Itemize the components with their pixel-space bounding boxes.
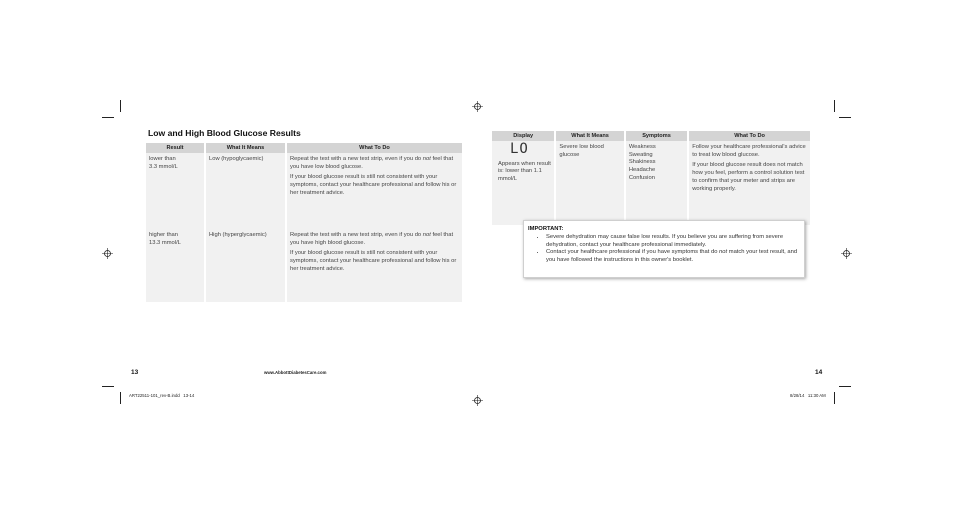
result-cell — [146, 153, 204, 229]
file-slug-date: 8/28/14 11:30 AM — [790, 393, 826, 398]
action-cell — [287, 153, 462, 229]
crop-mark — [120, 100, 121, 112]
crop-mark — [839, 386, 851, 387]
result-line: 13.3 mmol/L — [149, 239, 181, 246]
action-text: feel that you have low blood glucose. — [290, 156, 454, 170]
action-paragraph — [290, 156, 459, 171]
column-header-what-to-do: What To Do — [689, 131, 810, 141]
display-cell — [492, 141, 554, 225]
table-row — [146, 153, 462, 229]
lo-display-table — [490, 131, 812, 225]
result-line: 3.3 mmol/L — [149, 163, 178, 170]
list-item — [546, 249, 804, 265]
crop-mark — [834, 392, 835, 404]
symptoms-cell — [626, 141, 687, 225]
display-description: Appears when result is: lower than 1.1 mmol/L — [498, 160, 551, 183]
crop-mark — [839, 117, 851, 118]
result-line: higher than — [149, 232, 179, 238]
symptom-item: Weakness — [628, 144, 656, 150]
callout-text: match your test result, and you have followed the instructions in this owner's booklet. — [546, 249, 798, 264]
crop-mark — [834, 100, 835, 112]
action-paragraph: Follow your healthcare professional's advice to treat low blood glucose. — [692, 144, 806, 158]
crop-mark — [120, 392, 121, 404]
crop-mark — [102, 117, 114, 118]
symptom-item: Shakiness — [628, 159, 656, 166]
symptom-item: Sweating — [628, 151, 653, 158]
registration-mark-icon — [102, 248, 113, 259]
page-title: Low and High Blood Glucose Results — [148, 128, 301, 138]
meaning-cell: Low (hypoglycaemic) — [206, 153, 285, 229]
glucose-results-table — [144, 143, 464, 302]
emphasis-text: not — [422, 156, 431, 162]
action-cell — [287, 229, 462, 302]
symptom-item: Headache — [628, 167, 656, 174]
meaning-cell: High (hyperglycaemic) — [206, 229, 285, 302]
important-heading: IMPORTANT: — [528, 226, 564, 232]
important-callout — [523, 220, 805, 278]
action-paragraph: If your blood glucose result does not match how you feel, perform a control solution test to confirm that your meter and strips are working properly. — [692, 162, 805, 192]
list-item: • Severe dehydration may cause false low results. If you believe you are suffering from severe dehydration, contact your healthcare professional immediately. — [546, 234, 804, 250]
result-line: lower than — [149, 156, 176, 162]
result-cell — [146, 229, 204, 302]
callout-text: Contact your healthcare professional if you have symptoms that do — [546, 249, 718, 256]
column-header-symptoms: Symptoms — [626, 131, 687, 141]
action-paragraph: If your blood glucose result is still not consistent with your symptoms, contact your healthcare professional and follow his or her treatment advice. — [290, 250, 457, 272]
page-number: 13 — [131, 369, 139, 376]
registration-mark-icon — [841, 248, 852, 259]
table-row — [492, 141, 810, 225]
column-header-what-it-means: What It Means — [556, 131, 623, 141]
column-header-what-it-means: What It Means — [206, 143, 285, 153]
action-paragraph: If your blood glucose result is still not consistent with your symptoms, contact your healthcare professional and follow his or her treatment advice. — [290, 174, 457, 196]
action-paragraph — [290, 232, 459, 247]
registration-mark-icon — [472, 395, 483, 406]
action-text: Repeat the test with a new test strip, even if you do — [290, 156, 422, 162]
action-text: feel that you have high blood glucose. — [290, 232, 454, 246]
column-header-what-to-do: What To Do — [287, 143, 462, 153]
emphasis-text: not — [719, 249, 728, 256]
table-row — [146, 229, 462, 302]
lo-display-icon: LO — [510, 141, 529, 157]
meaning-cell: Severe low blood glucose — [556, 141, 623, 225]
action-text: Repeat the test with a new test strip, even if you do — [290, 232, 422, 238]
emphasis-text: not — [422, 232, 431, 238]
file-slug: ART22511-101_rev-B.indd 13-14 — [129, 393, 195, 398]
symptom-item: Confusion — [628, 174, 655, 181]
registration-mark-icon — [472, 101, 483, 112]
footer-url: www.AbbottDiabetesCare.com — [264, 370, 327, 375]
important-list — [524, 234, 804, 265]
crop-mark — [102, 386, 114, 387]
column-header-display: Display — [492, 131, 554, 141]
action-cell — [689, 141, 810, 225]
page-number: 14 — [815, 369, 823, 376]
column-header-result: Result — [146, 143, 204, 153]
